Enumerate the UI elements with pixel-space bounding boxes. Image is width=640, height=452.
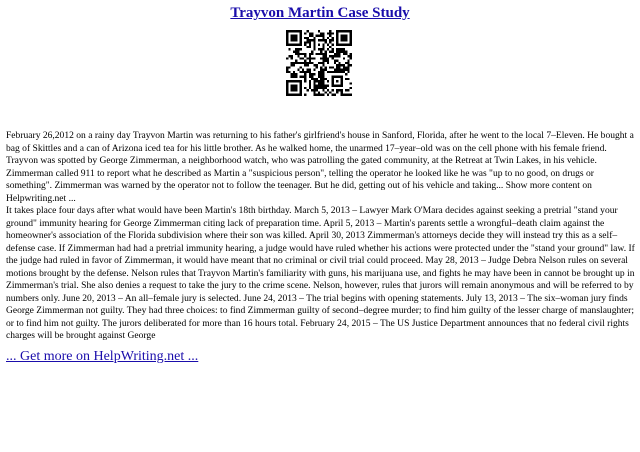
article-paragraph-2: It takes place four days after what would have been Martin's 18th birthday. March 5, 2013 – Lawyer Mark O'Mara decides against seeking a pretrial "stand your ground" immunity hearing for George Zimmerman citing lack of preparation time. April 5, 2013 – Martin's parents settle a wrongful–death claim against the homeowner's association of the Florida subdivision where their son was killed. April 30, 2013 Zimmerman's attorneys decide they will instead try this as a self–defense case. If Zimmerman had had a pretrial immunity hearing, a judge would have ruled whether his actions were protected under the "stand your ground" law. If the judge had ruled in favor of Zimmerman, it would have meant that no criminal or civil trial could proceed. May 28, 2013 – Judge Debra Nelson rules on several motions brought by the defense. Nelson rules that Trayvon Martin's familiarity with guns, his marijuana use, and fights he may have been in cannot be brought up in Zimmerman's trial. She also denies a request to take the jury to the crime scene. Nelson, however, rules that jurors will remain anonymous and will be referred to by numbers only. June 20, 2013 – An all–female jury is selected. June 24, 2013 – The trial begins with opening statements. July 13, 2013 – The six–woman jury finds George Zimmerman not guilty. They had three choices: to find Zimmerman guilty of second–degree murder; to find him guilty of the lesser charge of manslaughter; or to find him not guilty. The jurors deliberated for more than 16 hours total. February 24, 2015 – The US Justice Department announces that no federal civil rights charges will be brought against George <box>6 205 635 341</box>
get-more-link-container <box>6 348 198 365</box>
qr-code-graphic <box>286 30 352 96</box>
qr-code-icon <box>286 30 352 96</box>
get-more-link[interactable]: ... Get more on HelpWriting.net ... <box>6 349 199 364</box>
article-body <box>6 130 636 343</box>
title-link[interactable]: Trayvon Martin Case Study <box>230 5 410 21</box>
page-title <box>0 4 640 22</box>
article-paragraph-1: February 26,2012 on a rainy day Trayvon Martin was returning to his father's girlfriend's house in Sanford, Florida, after he went to the local 7–Eleven. He bought a bag of Skittles and a can of Arizona iced tea for his little brother. As he walked home, the unarmed 17–year–old was on the cell phone with his female friend. Trayvon was spotted by George Zimmerman, a neighborhood watch, who was patrolling the gated community, at the Retreat at Twin Lakes, in his vehicle. Zimmerman called 911 to report what he described as Martin a "suspicious person", telling the operator he looked like he was "up to no good, on drugs or something". Zimmerman was warned by the operator not to follow the teenager. But he did, getting out of his vehicle and taking... Show more content on Helpwriting.net ... <box>6 130 634 204</box>
